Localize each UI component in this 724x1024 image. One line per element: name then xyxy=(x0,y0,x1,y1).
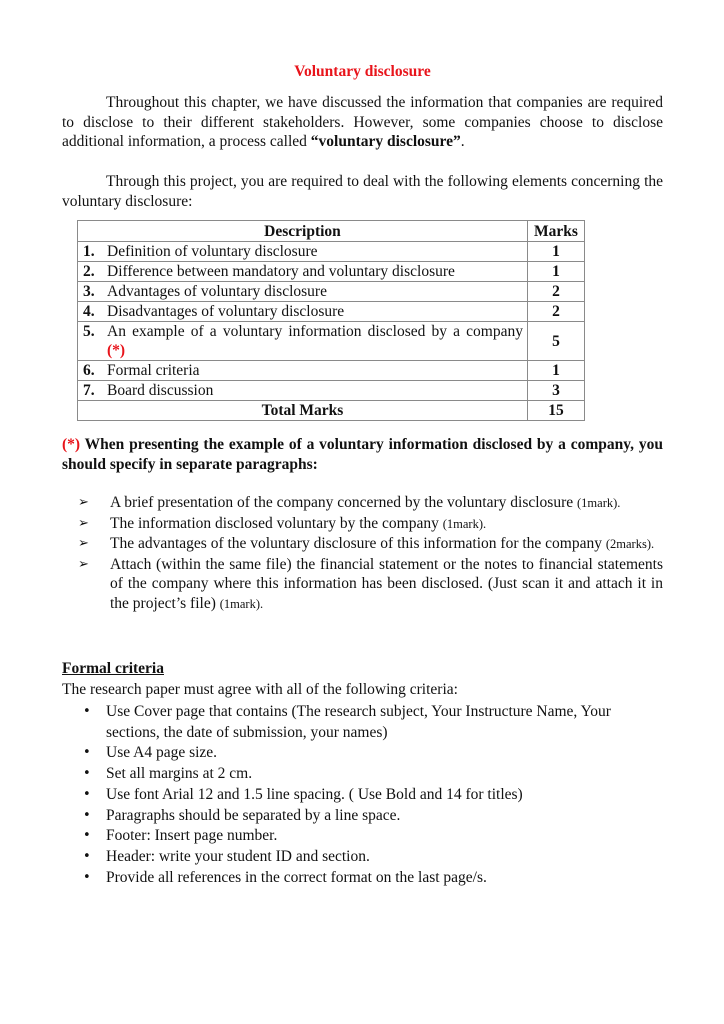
bullet-icon: • xyxy=(83,828,91,844)
page-title: Voluntary disclosure xyxy=(294,63,431,80)
bullet-icon: • xyxy=(83,848,91,864)
table-row xyxy=(78,381,585,401)
intro-text-after: . xyxy=(460,133,465,150)
list-item xyxy=(78,534,663,555)
point-mark: (2marks). xyxy=(605,537,655,551)
row-description: An example of a voluntary information disclosed by a company xyxy=(107,323,523,340)
list-item xyxy=(83,806,643,827)
row-mark: 3 xyxy=(528,381,585,401)
point-text: The advantages of the voluntary disclosure of this information for the company xyxy=(110,535,606,552)
table-row xyxy=(78,282,585,302)
bullet-icon: • xyxy=(83,869,91,885)
table-row xyxy=(78,242,585,262)
criteria-text: Set all margins at 2 cm. xyxy=(106,765,253,783)
total-label: Total Marks xyxy=(78,401,528,421)
table-total-row xyxy=(78,401,585,421)
row-description: Advantages of voluntary disclosure xyxy=(107,283,327,300)
row-description: Definition of voluntary disclosure xyxy=(107,243,318,260)
total-value: 15 xyxy=(528,401,585,421)
point-mark: (1mark). xyxy=(577,496,621,510)
formal-criteria-intro: The research paper must agree with all of the following criteria: xyxy=(62,681,458,698)
point-mark: (1mark). xyxy=(219,596,264,611)
bullet-icon: • xyxy=(83,807,91,823)
list-item xyxy=(83,743,643,764)
example-note xyxy=(62,435,663,475)
table-row xyxy=(78,361,585,381)
example-points-list xyxy=(78,493,663,614)
row-description: Board discussion xyxy=(107,382,214,399)
intro-text-before: Throughout this chapter, we have discussed the information that companies are required to disclose to their different stakeholders. However, some companies choose to disclose additional information, a process called xyxy=(62,94,663,150)
marks-table xyxy=(77,220,585,421)
arrow-bullet-icon: ➢ xyxy=(78,536,89,551)
table-row xyxy=(78,262,585,282)
row-mark: 1 xyxy=(528,242,585,262)
criteria-text: Paragraphs should be separated by a line space. xyxy=(106,806,401,824)
row-number: 6. xyxy=(83,362,95,379)
row-mark: 1 xyxy=(528,361,585,381)
criteria-text: Use A4 page size. xyxy=(106,744,218,762)
criteria-text: Header: write your student ID and section. xyxy=(106,847,370,865)
row-number: 4. xyxy=(83,303,95,320)
row-number: 1. xyxy=(83,243,95,260)
header-marks: Marks xyxy=(528,221,585,242)
row-description: Difference between mandatory and voluntary disclosure xyxy=(107,263,455,280)
arrow-bullet-icon: ➢ xyxy=(78,495,89,510)
bullet-icon: • xyxy=(83,745,91,761)
row-description: Formal criteria xyxy=(107,362,200,379)
intro-paragraph xyxy=(62,93,663,152)
row-number: 5. xyxy=(83,323,95,340)
header-description: Description xyxy=(78,221,528,242)
point-text: The information disclosed voluntary by the company xyxy=(110,514,443,532)
row-number: 2. xyxy=(83,263,95,280)
list-item xyxy=(83,785,643,806)
list-item xyxy=(83,868,643,889)
list-item xyxy=(78,555,663,615)
row-mark: 1 xyxy=(528,262,585,282)
bullet-icon: • xyxy=(83,766,91,782)
row-mark: 2 xyxy=(528,302,585,322)
row-description: Disadvantages of voluntary disclosure xyxy=(107,303,345,320)
row-mark: 2 xyxy=(528,282,585,302)
row-number: 7. xyxy=(83,382,95,399)
asterisk-note-marker: (*) xyxy=(107,342,126,359)
point-text: A brief presentation of the company concerned by the voluntary disclosure xyxy=(110,494,578,511)
row-mark: 5 xyxy=(528,322,585,361)
note-text: When presenting the example of a voluntary information disclosed by a company, you should specify in separate paragraphs: xyxy=(62,436,663,473)
list-item xyxy=(83,702,643,743)
table-header-row xyxy=(78,221,585,242)
bullet-icon: • xyxy=(83,704,91,719)
project-intro-paragraph: Through this project, you are required to deal with the following elements concerning the voluntary disclosure: xyxy=(62,173,663,210)
criteria-text: Use font Arial 12 and 1.5 line spacing. ( Use Bold and 14 for titles) xyxy=(106,785,523,803)
list-item xyxy=(83,826,643,847)
criteria-text: Use Cover page that contains (The research subject, Your Instructure Name, Your sections, the date of submission, your names) xyxy=(106,703,611,741)
criteria-text: Footer: Insert page number. xyxy=(106,827,278,845)
list-item xyxy=(83,847,643,868)
table-row xyxy=(78,302,585,322)
list-item xyxy=(78,493,663,514)
arrow-bullet-icon: ➢ xyxy=(78,515,89,531)
arrow-bullet-icon: ➢ xyxy=(78,556,89,572)
formal-criteria-list xyxy=(83,702,643,888)
list-item xyxy=(78,514,663,535)
criteria-text: Provide all references in the correct format on the last page/s. xyxy=(106,868,487,886)
intro-bold-term: “voluntary disclosure” xyxy=(310,133,461,150)
list-item xyxy=(83,764,643,785)
point-text: Attach (within the same file) the financial statement or the notes to financial statements of the company where this information has been disclosed. (Just scan it and attach it in the project’s file) xyxy=(110,555,663,612)
row-number: 3. xyxy=(83,283,95,300)
note-asterisk: (*) xyxy=(62,436,81,453)
bullet-icon: • xyxy=(83,786,91,802)
formal-criteria-heading: Formal criteria xyxy=(62,660,164,677)
point-mark: (1mark). xyxy=(442,516,487,531)
table-row xyxy=(78,322,585,361)
